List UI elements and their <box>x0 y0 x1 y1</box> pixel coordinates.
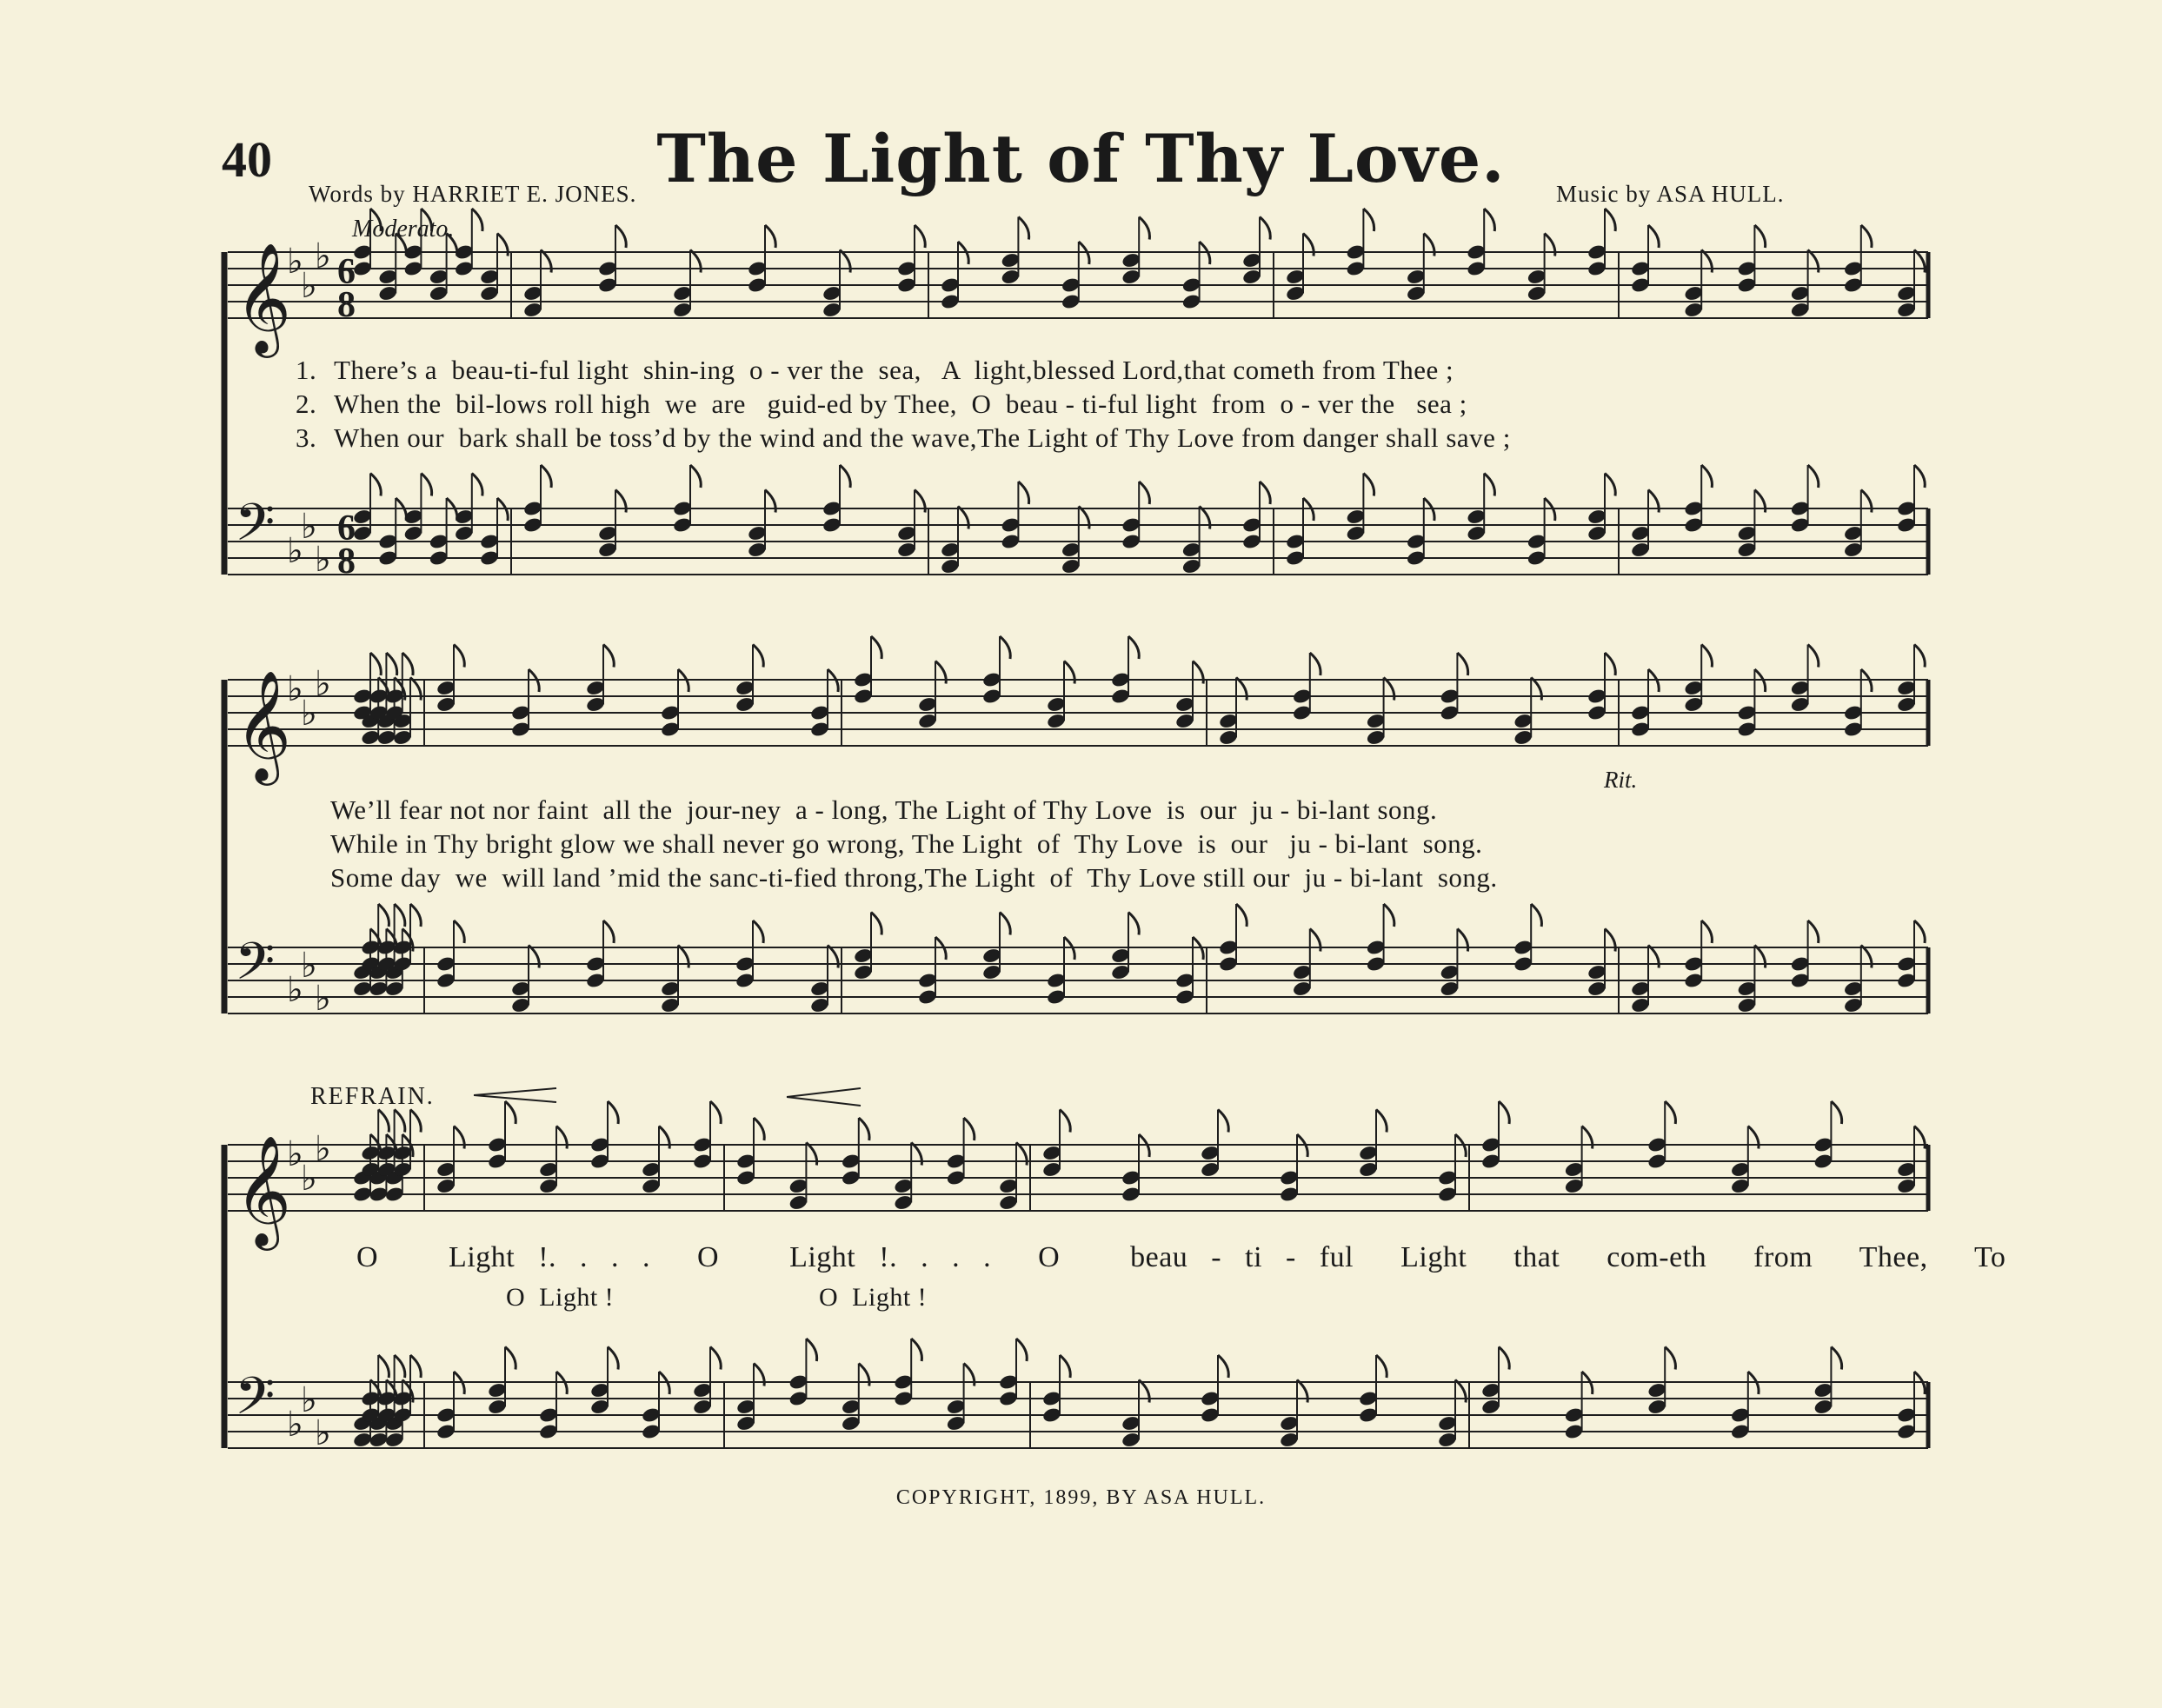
note-flag <box>1457 653 1467 675</box>
note-flag <box>454 645 464 668</box>
note-flag <box>1376 1110 1387 1133</box>
note-flag <box>370 474 381 496</box>
flat-icon: ♭ <box>301 1380 317 1420</box>
note-flag <box>1499 1101 1509 1124</box>
verse-line-4: We’ll fear not nor faint all the jour-ney a - long, The Light of Thy Love is our ju - bi-lant song. <box>330 794 1438 825</box>
note-flag <box>1060 1110 1070 1133</box>
note-flag <box>395 1355 405 1378</box>
note-flag <box>753 645 763 668</box>
note-flag <box>859 1118 869 1140</box>
verse-line-1: 1. There’s a beau-ti-ful light shin-ing o - ver the sea, A light,blessed Lord,that cometh from Thee ; <box>296 355 1454 385</box>
note-flag <box>395 904 405 927</box>
words-credit: Words by HARRIET E. JONES. <box>309 181 637 207</box>
flat-icon: ♭ <box>315 979 331 1019</box>
note-flag <box>1260 217 1270 240</box>
note-flag <box>410 1355 421 1378</box>
music-credit: Music by ASA HULL. <box>1556 181 1785 207</box>
ritardando-marking: Rit. <box>1604 767 1638 793</box>
note-flag <box>541 465 551 488</box>
note-flag <box>871 636 881 659</box>
note-flag <box>1701 645 1712 668</box>
flat-icon: ♭ <box>301 266 317 306</box>
verse-line-5: While in Thy bright glow we shall never go wrong, The Light of Thy Love is our ju - bi-lant song. <box>330 828 1483 859</box>
note-flag <box>1665 1347 1675 1370</box>
refrain-echo-1: O Light ! <box>506 1283 615 1312</box>
note-flag <box>421 209 431 231</box>
note-flag <box>871 913 881 935</box>
crescendo-mark <box>474 1088 556 1102</box>
note-flag <box>1384 904 1394 927</box>
note-flag <box>1754 225 1765 248</box>
hymn-title: The Light of Thy Love. <box>656 120 1506 197</box>
note-flag <box>378 904 389 927</box>
note-flag <box>964 1118 975 1140</box>
note-flag <box>1018 217 1028 240</box>
flat-icon: ♭ <box>315 1413 331 1453</box>
note-flag <box>1808 465 1819 488</box>
refrain-lyrics: O Light !. . . . O Light !. . . . O beau - ti - ful Light that com-eth from Thee, To <box>356 1241 2006 1273</box>
note-flag <box>1605 653 1615 675</box>
note-flag <box>1499 1347 1509 1370</box>
note-flag <box>1831 1101 1841 1124</box>
note-flag <box>378 1355 389 1378</box>
note-flag <box>1861 225 1872 248</box>
note-flag <box>1128 913 1139 935</box>
time-signature-bottom: 8 <box>337 285 356 325</box>
note-flag <box>472 474 482 496</box>
note-flag <box>603 645 614 668</box>
tempo-marking: Moderato. <box>352 216 455 243</box>
note-flag <box>1260 482 1270 504</box>
note-flag <box>1808 920 1819 943</box>
time-signature-top: 6 <box>337 252 356 292</box>
note-flag <box>472 209 482 231</box>
flat-icon: ♭ <box>315 664 331 704</box>
time-signature-bottom: 8 <box>337 542 356 582</box>
treble-clef-icon: 𝄞 <box>235 1134 292 1246</box>
note-flag <box>1310 653 1320 675</box>
bass-clef-icon: 𝄢 <box>235 1366 276 1439</box>
note-flag <box>806 1339 816 1361</box>
note-flag <box>505 1347 516 1370</box>
flat-icon: ♭ <box>287 1134 303 1174</box>
note-flag <box>765 225 775 248</box>
note-flag <box>1018 482 1028 504</box>
refrain-echo-2: O Light ! <box>819 1283 928 1312</box>
flat-icon: ♭ <box>287 1405 303 1445</box>
flat-icon: ♭ <box>287 242 303 282</box>
note-flag <box>615 225 626 248</box>
note-flag <box>1531 904 1541 927</box>
refrain-label: REFRAIN. <box>310 1083 435 1110</box>
flat-icon: ♭ <box>301 694 317 734</box>
note-flag <box>1605 209 1615 231</box>
note-flag <box>1831 1347 1841 1370</box>
crescendo-mark <box>787 1088 861 1106</box>
flat-icon: ♭ <box>301 507 317 547</box>
flat-icon: ♭ <box>315 540 331 580</box>
bass-clef-icon: 𝄢 <box>235 492 276 565</box>
note-flag <box>1060 1355 1070 1378</box>
flat-icon: ♭ <box>301 1159 317 1199</box>
note-flag <box>915 225 925 248</box>
note-flag <box>754 1118 764 1140</box>
note-flag <box>1363 209 1374 231</box>
treble-clef-icon: 𝄞 <box>235 669 292 781</box>
flat-icon: ♭ <box>315 236 331 276</box>
note-flag <box>370 653 381 675</box>
note-flag <box>608 1347 618 1370</box>
flat-icon: ♭ <box>287 531 303 571</box>
note-flag <box>1648 225 1659 248</box>
note-flag <box>710 1347 721 1370</box>
note-flag <box>1218 1355 1228 1378</box>
note-flag <box>1484 209 1494 231</box>
flat-icon: ♭ <box>301 946 317 986</box>
note-flag <box>603 920 614 943</box>
note-flag <box>1808 645 1819 668</box>
note-flag <box>1236 904 1247 927</box>
note-flag <box>421 474 431 496</box>
verse-line-3: 3. When our bark shall be toss’d by the wind and the wave,The Light of Thy Love from danger shall save ; <box>296 422 1511 453</box>
note-flag <box>1701 920 1712 943</box>
note-flag <box>505 1101 516 1124</box>
flat-icon: ♭ <box>287 970 303 1010</box>
note-flag <box>911 1339 921 1361</box>
note-flag <box>1016 1339 1027 1361</box>
note-flag <box>1139 482 1149 504</box>
note-flag <box>1914 920 1925 943</box>
note-flag <box>370 209 381 231</box>
note-flag <box>1000 913 1010 935</box>
note-flag <box>1484 474 1494 496</box>
note-flag <box>608 1101 618 1124</box>
note-flag <box>386 653 396 675</box>
note-flag <box>395 1110 405 1133</box>
copyright-notice: COPYRIGHT, 1899, BY ASA HULL. <box>895 1486 1267 1509</box>
flat-icon: ♭ <box>315 1129 331 1169</box>
note-flag <box>710 1101 721 1124</box>
note-flag <box>454 920 464 943</box>
verse-line-2: 2. When the bil-lows roll high we are guid-ed by Thee, O beau - ti-ful light from o - ver the sea ; <box>296 389 1467 419</box>
note-flag <box>1376 1355 1387 1378</box>
note-flag <box>1914 465 1925 488</box>
bass-clef-icon: 𝄢 <box>235 931 276 1004</box>
note-flag <box>1128 636 1139 659</box>
note-flag <box>1914 645 1925 668</box>
note-flag <box>1701 465 1712 488</box>
note-flag <box>410 904 421 927</box>
note-flag <box>753 920 763 943</box>
note-flag <box>1665 1101 1675 1124</box>
note-flag <box>1000 636 1010 659</box>
page-number: 40 <box>222 131 272 188</box>
note-flag <box>1139 217 1149 240</box>
time-signature-top: 6 <box>337 508 356 548</box>
note-flag <box>690 465 701 488</box>
flat-icon: ♭ <box>287 669 303 709</box>
note-flag <box>1363 474 1374 496</box>
treble-clef-icon: 𝄞 <box>235 242 292 353</box>
note-flag <box>402 653 413 675</box>
note-flag <box>1605 474 1615 496</box>
note-flag <box>378 1110 389 1133</box>
note-flag <box>410 1110 421 1133</box>
verse-line-6: Some day we will land ’mid the sanc-ti-fied throng,The Light of Thy Love still our ju - bi-lant song. <box>330 862 1498 893</box>
note-flag <box>840 465 850 488</box>
note-flag <box>1218 1110 1228 1133</box>
